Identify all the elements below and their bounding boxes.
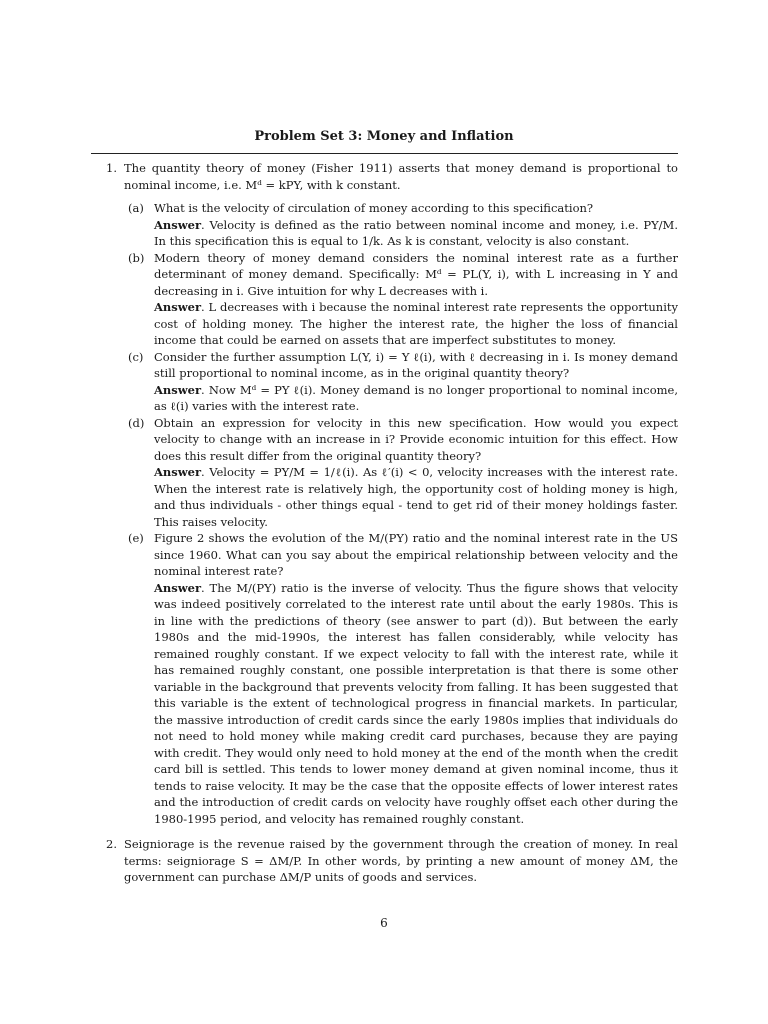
page-title: Problem Set 3: Money and Inflation — [254, 129, 514, 144]
title-rule — [91, 153, 678, 154]
problem-2 — [102, 836, 678, 886]
part-b — [128, 250, 678, 349]
answer-label: Answer — [154, 382, 202, 397]
part-a — [128, 200, 678, 250]
part-question: Modern theory of money demand considers the nominal interest rate as a further determinant of money demand. Specifically: Mᵈ = PL(Y, i), with L increasing in Y and decreasing in i. Give intuition for why L decreases with i. — [154, 250, 678, 298]
answer-label: Answer — [154, 300, 202, 314]
problem-parts — [124, 200, 678, 827]
answer-label: Answer — [154, 580, 202, 595]
part-answer — [154, 217, 678, 250]
part-label: (b) — [128, 250, 145, 265]
problem-number: 2. — [106, 837, 117, 851]
answer-text: . The M/(PY) ratio is the inverse of velocity. Thus the figure shows that velocity was indeed positively correlated to the interest rate until about the early 1980s. This is in line with the predictions of theory (see answer to part (d)). But between the early 1980s and the mid-1990s, the interest has fallen considerably, while velocity has remained roughly constant. If we expect velocity to fall with the interest rate, while it has remained roughly constant, one possible interpretation is that there is some other variable in the background that prevents velocity from falling. It has been suggested that this variable is the extent of technological progress in financial markets. In particular, the massive introduction of credit cards since the early 1980s implies that individuals do not need to hold money while making credit card purchases, because they are paying with credit. They would only need to hold money at the end of the month when the credit card bill is settled. This tends to lower money demand at given nominal income, thus it tends to raise velocity. It may be the case that the opposite effects of lower interest rates and the introduction of credit cards on velocity have roughly offset each other during the 1980-1995 period, and velocity has remained roughly constant. — [154, 580, 678, 826]
problem-text: Seigniorage is the revenue raised by the government through the creation of money. In real terms: seigniorage S = ΔM/P. In other words, by printing a new amount of money ΔM, the government can purchase ΔM/P units of goods and services. — [124, 837, 678, 884]
part-answer — [154, 382, 678, 415]
answer-text: . Velocity = PY/M = 1/ℓ(i). As ℓ′(i) < 0, velocity increases with the interest rate. When the interest rate is relatively high, the opportunity cost of holding money is high, and thus individuals - other things equal - tend to get rid of their money holdings faster. This raises velocity. — [154, 465, 678, 529]
part-question: Consider the further assumption L(Y, i) = Y ℓ(i), with ℓ decreasing in i. Is money demand still proportional to nominal income, as in the original quantity theory? — [154, 349, 678, 380]
answer-text: . L decreases with i because the nominal interest rate represents the opportunity cost of holding money. The higher the interest rate, the higher the loss of financial income that could be earned on assets that are imperfect substitutes to money. — [154, 300, 678, 347]
problem-text: The quantity theory of money (Fisher 1911) asserts that money demand is proportional to nominal income, i.e. Mᵈ = kPY, with k constant. — [124, 161, 678, 192]
part-c — [128, 349, 678, 415]
page-number: 6 — [380, 916, 388, 930]
part-question: What is the velocity of circulation of money according to this specification? — [154, 201, 594, 215]
part-question: Obtain an expression for velocity in this new specification. How would you expect velocity to change with an increase in i? Provide economic intuition for this effect. How does this result differ from the original quantity theory? — [154, 415, 678, 463]
problem-1 — [102, 160, 678, 827]
answer-text: . Now Mᵈ = PY ℓ(i). Money demand is no longer proportional to nominal income, as ℓ(i) varies with the interest rate. — [154, 382, 678, 413]
problem-list — [102, 160, 678, 886]
part-answer — [154, 464, 678, 530]
answer-label: Answer — [154, 217, 202, 232]
part-label: (e) — [128, 531, 144, 545]
part-answer — [154, 299, 678, 349]
part-question: Figure 2 shows the evolution of the M/(PY) ratio and the nominal interest rate in the US since 1960. What can you say about the empirical relationship between velocity and the nominal interest rate? — [154, 531, 678, 578]
problem-number: 1. — [106, 161, 117, 175]
part-e — [128, 530, 678, 827]
answer-label: Answer — [154, 465, 202, 479]
part-answer — [154, 580, 678, 828]
part-label: (c) — [128, 349, 144, 364]
part-d — [128, 415, 678, 531]
answer-text: . Velocity is defined as the ratio between nominal income and money, i.e. PY/M. In this specification this is equal to 1/k. As k is constant, velocity is also constant. — [154, 217, 678, 248]
part-label: (a) — [128, 201, 144, 215]
part-label: (d) — [128, 415, 145, 430]
